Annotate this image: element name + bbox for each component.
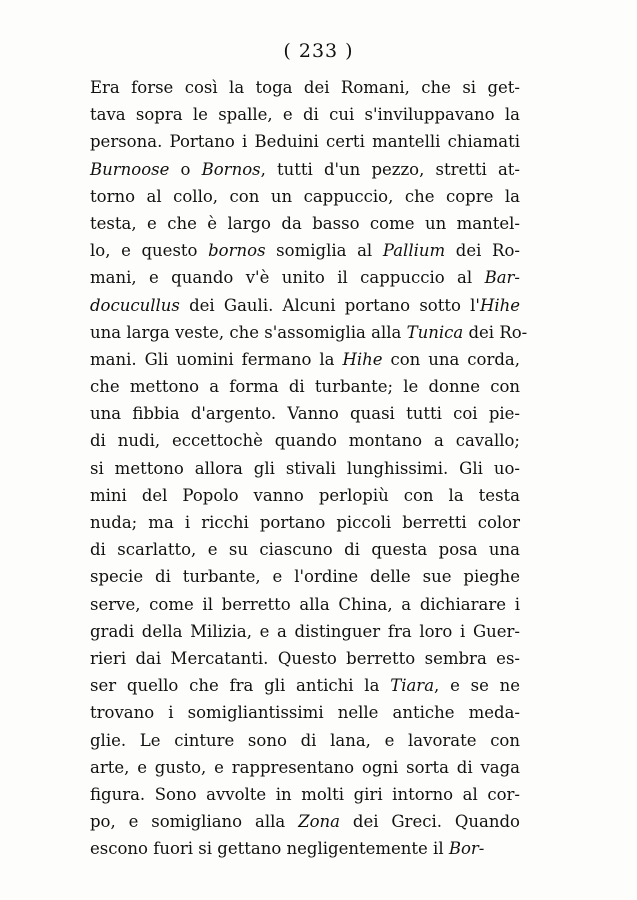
- text-run: tava sopra le spalle, e di cui s'inviluppavano la: [90, 105, 520, 125]
- text-run: mini del Popolo vanno perlopiù con la testa: [90, 485, 520, 505]
- text-line: [90, 210, 520, 237]
- text-run: una fibbia d'argento. Vanno quasi tutti coi pie-: [90, 404, 520, 424]
- text-line: [90, 427, 520, 454]
- text-line: [90, 292, 520, 319]
- text-line: [90, 618, 520, 645]
- text-line: [90, 400, 520, 427]
- text-run: ser quello che fra gli antichi la: [90, 676, 391, 696]
- text-run: Era forse così la toga dei Romani, che si get-: [90, 78, 520, 97]
- text-run: di nudi, eccettochè quando montano a cavallo;: [90, 431, 520, 451]
- italic-term: bornos: [208, 241, 266, 261]
- text-line: [90, 835, 520, 862]
- text-run: gradi della Milizia, e a distinguer fra loro i Guer-: [90, 621, 520, 641]
- text-run: trovano i somigliantissimi nelle antiche meda-: [90, 703, 520, 723]
- text-run: o: [169, 159, 202, 179]
- text-run: di scarlatto, e su ciascuno di questa posa una: [90, 540, 520, 560]
- text-line: [90, 645, 520, 672]
- text-run: somiglia al: [265, 241, 383, 261]
- text-run: lo, e questo: [90, 241, 209, 261]
- text-run: nuda; ma i ricchi portano piccoli berretti color: [90, 513, 520, 532]
- text-run: dei Ro-: [445, 241, 520, 261]
- italic-term: Tunica: [406, 322, 464, 342]
- text-line: [90, 536, 520, 563]
- text-line: [90, 672, 520, 699]
- text-line: [90, 808, 520, 835]
- text-line: [90, 455, 520, 482]
- text-run: con una corda,: [382, 349, 520, 369]
- text-run: una larga veste, che s'assomiglia alla: [90, 322, 407, 342]
- text-line: [90, 591, 520, 618]
- text-run: po, e somigliano alla: [90, 812, 299, 832]
- text-run: serve, come il berretto alla China, a dichiarare i: [90, 594, 520, 614]
- text-line: [90, 509, 520, 536]
- italic-term: Hihe: [342, 349, 383, 369]
- text-run: , e se ne: [434, 676, 520, 696]
- text-line: [90, 563, 520, 590]
- text-line: [90, 264, 520, 291]
- text-line: [90, 156, 520, 183]
- text-line: [90, 128, 520, 155]
- italic-term: docucullus: [90, 295, 180, 315]
- italic-term: Zona: [298, 812, 340, 832]
- text-line: [90, 482, 520, 509]
- text-line: [90, 319, 528, 346]
- text-run: dei Greci. Quando: [340, 812, 520, 832]
- text-run: mani, e quando v'è unito il cappuccio al: [90, 268, 485, 288]
- italic-term: Bornos: [201, 159, 261, 179]
- text-run: torno al collo, con un cappuccio, che copre la: [90, 186, 520, 206]
- text-run: dei Ro-: [463, 322, 528, 342]
- text-line: [90, 781, 520, 808]
- text-line: [90, 101, 520, 128]
- text-run: persona. Portano i Beduini certi mantelli chiamati: [90, 132, 520, 152]
- text-run: rieri dai Mercatanti. Questo berretto sembra es-: [90, 648, 520, 668]
- page-number: ( 233 ): [283, 40, 354, 62]
- text-line: [90, 754, 520, 781]
- text-run: figura. Sono avvolte in molti giri intorno al cor-: [90, 784, 520, 804]
- text-run: dei Gauli. Alcuni portano sotto l': [179, 295, 480, 315]
- text-line: [90, 727, 520, 754]
- text-line: [90, 183, 520, 210]
- italic-term: Burnoose: [90, 159, 170, 179]
- text-run: mani. Gli uomini fermano la: [90, 349, 343, 369]
- text-run: escono fuori si gettano negligentemente il: [90, 839, 449, 859]
- italic-term: Tiara: [390, 676, 435, 696]
- italic-term: Hihe: [479, 295, 520, 315]
- text-line: [90, 74, 520, 101]
- text-line: [90, 237, 520, 264]
- text-run: si mettono allora gli stivali lunghissimi. Gli uo-: [90, 458, 520, 478]
- text-run: , tutti d'un pezzo, stretti at-: [260, 159, 520, 179]
- text-line: [90, 346, 520, 373]
- body-text: [90, 74, 528, 862]
- text-run: testa, e che è largo da basso come un mantel-: [90, 213, 520, 233]
- italic-term: Pallium: [382, 241, 446, 261]
- text-run: arte, e gusto, e rappresentano ogni sorta di vaga: [90, 757, 520, 777]
- text-line: [90, 699, 520, 726]
- italic-term: Bar-: [484, 268, 520, 288]
- text-run: che mettono a forma di turbante; le donne con: [90, 377, 520, 397]
- text-line: [90, 373, 520, 400]
- text-run: glie. Le cinture sono di lana, e lavorate con: [90, 730, 520, 750]
- italic-term: Bor-: [448, 839, 485, 859]
- text-run: specie di turbante, e l'ordine delle sue pieghe: [90, 567, 520, 587]
